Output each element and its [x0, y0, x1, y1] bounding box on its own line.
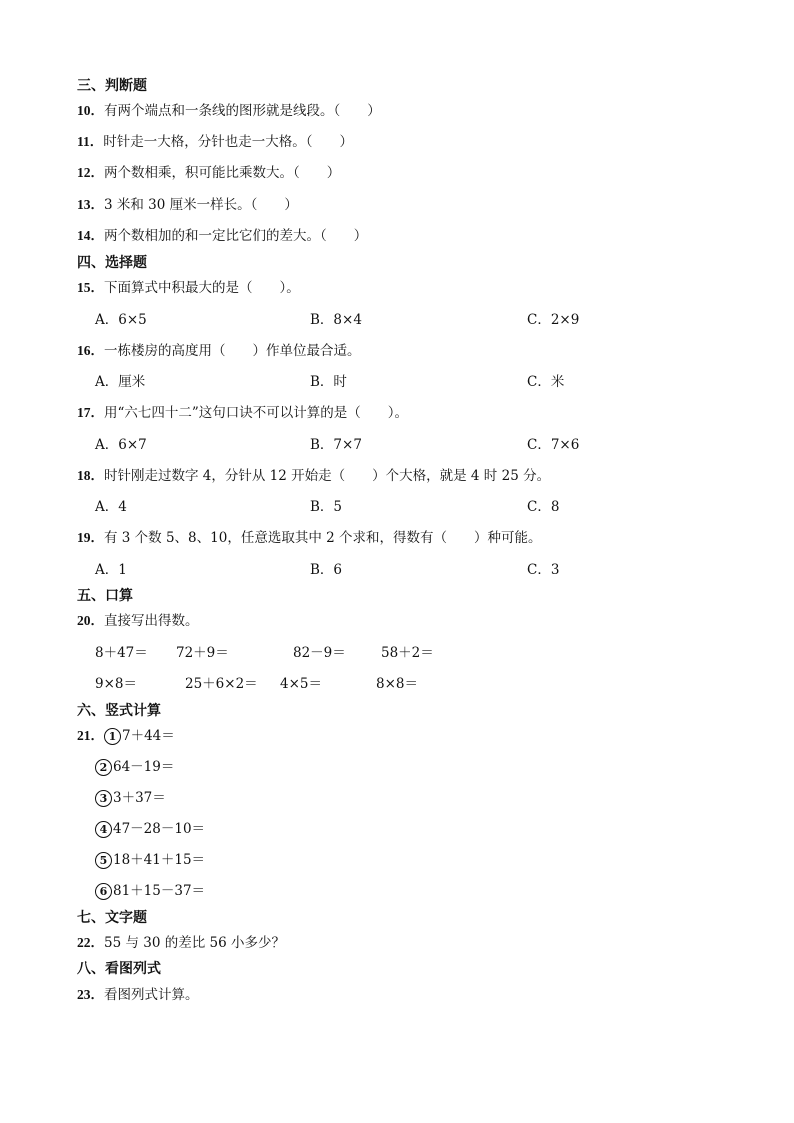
- question-14: [77, 227, 367, 245]
- vertical-item-2: [95, 758, 174, 776]
- section-heading-choice: 四、选择题: [77, 255, 147, 271]
- question-16: [77, 342, 361, 360]
- option-a: A．1: [95, 562, 127, 578]
- vertical-expression: 81＋15－37＝: [113, 883, 206, 899]
- question-12: [77, 164, 340, 182]
- section-heading-judge: 三、判断题: [77, 78, 147, 94]
- option-c: C．7×6: [527, 437, 580, 453]
- oral-problem: 58＋2＝: [381, 645, 434, 661]
- oral-problem: 8×8＝: [376, 676, 418, 692]
- oral-problem: 8＋47＝: [95, 645, 148, 661]
- option-a: A．6×5: [95, 312, 147, 328]
- circled-number: 2: [95, 759, 112, 776]
- option-b: B．5: [310, 499, 343, 515]
- question-22: [77, 934, 285, 952]
- section-heading-word: 七、文字题: [77, 910, 147, 926]
- circled-number: 1: [104, 728, 121, 745]
- question-number: 15．: [77, 280, 104, 295]
- vertical-item-5: [95, 851, 205, 869]
- section-heading-vertical: 六、竖式计算: [77, 703, 161, 719]
- circled-number: 6: [95, 883, 112, 900]
- oral-problem: 4×5＝: [280, 676, 322, 692]
- question-number: 12．: [77, 165, 104, 180]
- question-number: 16．: [77, 343, 104, 358]
- option-c: C．2×9: [527, 312, 580, 328]
- question-23: [77, 986, 199, 1004]
- option-a: A．厘米: [95, 374, 146, 390]
- oral-problem: 72＋9＝: [176, 645, 229, 661]
- vertical-expression: 64－19＝: [113, 759, 175, 775]
- vertical-expression: 7＋44＝: [122, 728, 175, 744]
- section-heading-oral: 五、口算: [77, 588, 133, 604]
- oral-problem: 82－9＝: [293, 645, 346, 661]
- question-number: 13．: [77, 197, 104, 212]
- vertical-expression: 3＋37＝: [113, 790, 166, 806]
- circled-number: 4: [95, 821, 112, 838]
- oral-problem: 25＋6×2＝: [185, 676, 258, 692]
- question-number: 17．: [77, 405, 104, 420]
- question-number: 11．: [77, 134, 104, 149]
- option-b: B．7×7: [310, 437, 362, 453]
- vertical-item-4: [95, 820, 205, 838]
- question-text: 下面算式中积最大的是（ ）。: [104, 280, 300, 296]
- option-c: C．8: [527, 499, 560, 515]
- vertical-item-3: [95, 789, 166, 807]
- question-text: 看图列式计算。: [104, 987, 199, 1003]
- question-11: [77, 133, 353, 151]
- option-a: A．4: [95, 499, 127, 515]
- question-number: 14．: [77, 228, 104, 243]
- option-c: C．米: [527, 374, 565, 390]
- question-text: 用“六七四十二”这句口诀不可以计算的是（ ）。: [104, 405, 409, 421]
- option-b: B．6: [310, 562, 343, 578]
- option-b: B．时: [310, 374, 347, 390]
- question-text: 时针走一大格，分针也走一大格。（ ）: [103, 134, 354, 150]
- option-a: A．6×7: [95, 437, 147, 453]
- vertical-item-6: [95, 882, 205, 900]
- option-b: B．8×4: [310, 312, 362, 328]
- question-21: [77, 727, 175, 745]
- question-text: 时针刚走过数字 4，分针从 12 开始走（ ）个大格，就是 4 时 25 分。: [104, 468, 551, 484]
- question-text: 55 与 30 的差比 56 小多少？: [104, 935, 285, 951]
- question-19: [77, 529, 542, 547]
- circled-number: 5: [95, 852, 112, 869]
- question-10: [77, 102, 381, 120]
- question-text: 两个数相乘，积可能比乘数大。（ ）: [104, 165, 341, 181]
- question-text: 一栋楼房的高度用（ ）作单位最合适。: [104, 343, 361, 359]
- question-17: [77, 404, 408, 422]
- question-number: 23．: [77, 987, 104, 1002]
- question-number: 18．: [77, 468, 104, 483]
- question-20: [77, 612, 199, 630]
- question-text: 有 3 个数 5、8、10，任意选取其中 2 个求和，得数有（ ）种可能。: [104, 530, 542, 546]
- question-text: 两个数相加的和一定比它们的差大。（ ）: [104, 228, 368, 244]
- question-text: 3 米和 30 厘米一样长。（ ）: [104, 197, 298, 213]
- question-number: 19．: [77, 530, 104, 545]
- vertical-expression: 47－28－10＝: [113, 821, 206, 837]
- option-c: C．3: [527, 562, 560, 578]
- oral-problem: 9×8＝: [95, 676, 137, 692]
- question-number: 20．: [77, 613, 104, 628]
- question-13: [77, 196, 298, 214]
- circled-number: 3: [95, 790, 112, 807]
- question-18: [77, 467, 550, 485]
- question-number: 10．: [77, 103, 104, 118]
- section-heading-picture: 八、看图列式: [77, 961, 161, 977]
- question-number: 21．: [77, 728, 104, 743]
- question-number: 22．: [77, 935, 104, 950]
- question-text: 直接写出得数。: [104, 613, 199, 629]
- question-text: 有两个端点和一条线的图形就是线段。（ ）: [104, 103, 381, 119]
- question-15: [77, 279, 300, 297]
- vertical-expression: 18＋41＋15＝: [113, 852, 206, 868]
